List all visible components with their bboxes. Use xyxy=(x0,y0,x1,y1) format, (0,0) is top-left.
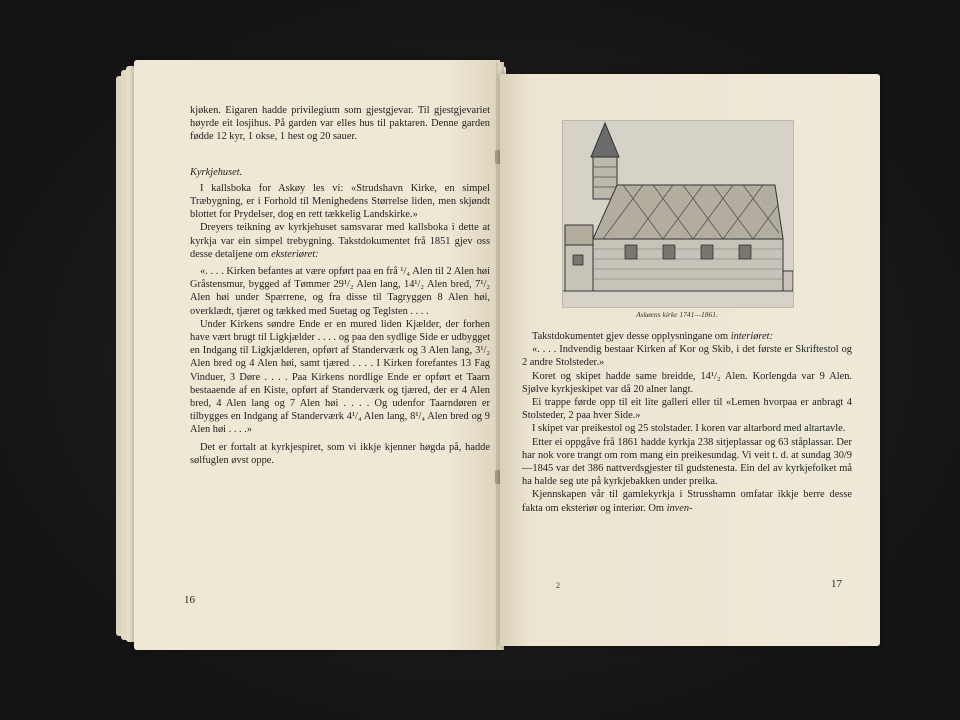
emphasis-eksterioret: eksteriøret: xyxy=(271,248,319,260)
right-body-4: Etter ei oppgåve frå 1861 hadde kyrkja 238 sitjeplassar og 63 ståplassar. Der har nok vore trangt om rom mang ein preikesundag. Vi veit t. d. at sundag 30/9—1845 var det 386 nattverdsgjester til gudstenesta. Ein del av kyrkjefolket må ha halde seg ute på kyrkjebakken under preika. xyxy=(522,436,852,488)
left-body-3: Under Kirkens søndre Ende er en mured liden Kjælder, der forhen have vært brugt til Ligkjælder . . . . og paa den sydlige Side er udbygget en Indgang til Ligkjælderen, opført af Standerværk og 3 Alen lang, 3¹/₂ Alen bred og 4 Alen høi, samt tjæred . . . . I Kirken forefantes 13 Fag Vinduer, 3 Døre . . . . Paa Kirkens nordlige Ende er opført et Taarn bestaaende af en Kiste, opført af Standerværk og tjæred, der er 4 Alen bred, 4 Alen lang og 7 Alen høi . . . . Og udenfor Taarndøren er tilbygges en Indgang af Standerværk 4¹/₄ Alen lang, 8¹/₄ Alen bred og 9 Alen høi . . . .» xyxy=(190,318,490,436)
left-page-text xyxy=(190,104,490,467)
figure-caption: Askøens kirke 1741—1861. xyxy=(636,310,718,319)
church-illustration xyxy=(563,121,793,307)
left-body-0: I kallsboka for Askøy les vi: «Strudshavn Kirke, en simpel Træbygning, er i Forhold til Menighedens Størrelse liden, men skjøndt blottet for Prydelser, dog en rett tækkelig Landskirke.» xyxy=(190,182,490,221)
right-page-text xyxy=(522,330,852,515)
left-paragraph-0: kjøken. Eigaren hadde privilegium som gjestgjevar. Til gjestgjevariet høyrde eit losjihus. På garden var elles hus til paktaren. Denne garden fødde 12 kyr, 1 okse, 1 hest og 20 sauer. xyxy=(190,105,490,143)
left-body-1: Dreyers teikning av kyrkjehuset samsvarar med kallsboka i dette at kyrkja var ein simpel trebygning. Takstdokumentet frå 1851 gjev oss desse detaljene om eksteriøret: xyxy=(190,222,490,260)
page-number-left: 16 xyxy=(184,594,195,606)
left-body-2: «. . . . Kirken befantes at være opført paa en frå ¹/₄ Alen til 2 Alen høi Gråstensmur, bygged af Tømmer 29¹/₂ Alen lang, 14¹/₂ Alen bred, 7¹/₂ Alen høi under Spærrene, og fra disse til Tagryggen 8 Alen høi, overklædt, tjæret og tækked med Suetag og Teglsten . . . . xyxy=(190,266,490,317)
emphasis-interioret: interiøret: xyxy=(730,331,774,342)
signature-mark: 2 xyxy=(556,581,560,590)
emphasis-inven: inven- xyxy=(666,502,693,514)
right-page xyxy=(500,74,880,646)
left-body-4: Det er fortalt at kyrkjespiret, som vi ikkje kjenner høgda på, hadde sølfuglen øvst oppe. xyxy=(190,441,490,466)
church-drawing xyxy=(562,120,794,308)
left-page xyxy=(134,60,500,650)
right-intro: Takstdokumentet gjev desse opplysningane om interiøret: xyxy=(532,331,774,342)
section-heading: Kyrkjehuset. xyxy=(190,166,243,178)
right-body-2: Ei trappe førde opp til eit lite galleri eller til «Lemen hvorpaa er anbragt 4 Stolsteder, 2 paa hver Side.» xyxy=(522,397,852,422)
right-body-5: Kjennskapen vår til gamlekyrkja i Strusshamn omfatar ikkje berre desse fakta om eksteriør og interiør. Om inven- xyxy=(522,489,852,514)
page-number-right: 17 xyxy=(831,578,842,590)
right-body-3: I skipet var preikestol og 25 stolstader. I koren var altarbord med altartavle. xyxy=(532,423,846,435)
right-body-1: Koret og skipet hadde same breidde, 14¹/₂ Alen. Korlengda var 9 Alen. Sjølve kyrkjeskipet var då 20 alner langt. xyxy=(522,370,852,395)
right-body-0: «. . . . Indvendig bestaar Kirken af Kor og Skib, i det første er Skriftestol og 2 andre Stolsteder.» xyxy=(522,344,852,369)
